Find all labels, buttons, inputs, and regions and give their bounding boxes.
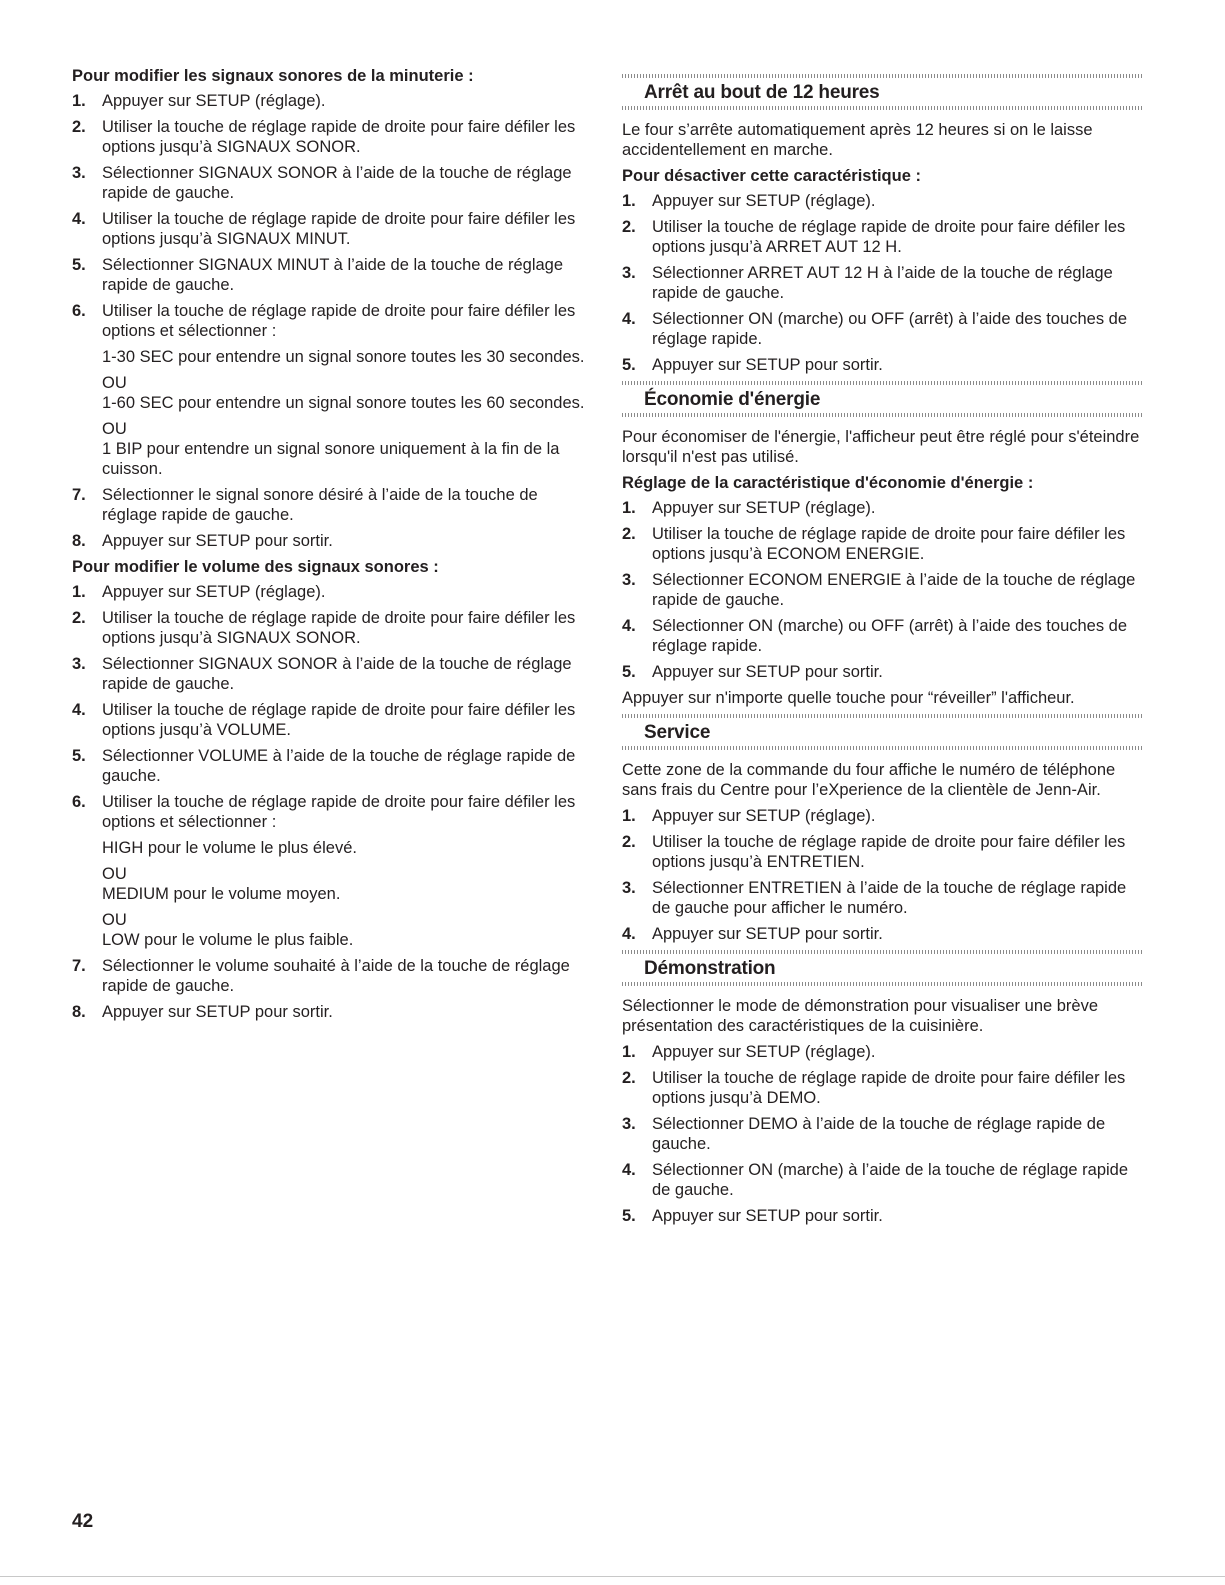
list-item <box>622 924 1144 944</box>
section-header <box>622 381 1144 417</box>
list-item <box>72 582 592 602</box>
list-item <box>622 878 1144 918</box>
step-text: Appuyer sur SETUP (réglage). <box>652 499 876 517</box>
step-text: Sélectionner ON (marche) à l’aide de la touche de réglage rapide de gauche. <box>652 1161 1129 1199</box>
list-item <box>622 662 1144 682</box>
step-text: Appuyer sur SETUP pour sortir. <box>652 1207 883 1225</box>
section-divider <box>622 74 1144 78</box>
option-text: MEDIUM pour le volume moyen. <box>102 885 341 903</box>
list-item <box>72 746 592 786</box>
step-text: Appuyer sur SETUP (réglage). <box>652 1043 876 1061</box>
step-number: 3. <box>72 655 86 673</box>
step-text: Utiliser la touche de réglage rapide de droite pour faire défiler les options et sélectionner : <box>102 793 576 831</box>
step-text: Sélectionner DEMO à l’aide de la touche de réglage rapide de gauche. <box>652 1115 1106 1153</box>
step-text: Utiliser la touche de réglage rapide de droite pour faire défiler les options jusqu’à ARRET AUT 12 H. <box>652 218 1126 256</box>
step-number: 4. <box>72 701 86 719</box>
step-number: 5. <box>622 356 636 374</box>
list-item <box>622 191 1144 211</box>
list-item <box>622 1068 1144 1108</box>
list-item <box>72 956 592 996</box>
step-number: 4. <box>72 210 86 228</box>
list-item <box>72 91 592 111</box>
list-item <box>622 263 1144 303</box>
section-intro: Pour économiser de l'énergie, l'afficheur peut être réglé pour s'éteindre lorsqu'il n'est pas utilisé. <box>622 428 1140 466</box>
list-item <box>622 309 1144 349</box>
step-text: Sélectionner ON (marche) ou OFF (arrêt) à l’aide des touches de réglage rapide. <box>652 617 1128 655</box>
step-number: 4. <box>622 617 636 635</box>
step-text: Utiliser la touche de réglage rapide de droite pour faire défiler les options jusqu’à ECONOM ENERGIE. <box>652 525 1126 563</box>
list-item <box>622 217 1144 257</box>
step-number: 2. <box>622 833 636 851</box>
list-item <box>72 608 592 648</box>
step-text: Sélectionner SIGNAUX SONOR à l’aide de la touche de réglage rapide de gauche. <box>102 655 572 693</box>
step-text: Sélectionner SIGNAUX SONOR à l’aide de la touche de réglage rapide de gauche. <box>102 164 572 202</box>
option-or: OU <box>102 374 127 392</box>
step-text: Appuyer sur SETUP pour sortir. <box>102 532 333 550</box>
step-text: Sélectionner ECONOM ENERGIE à l’aide de la touche de réglage rapide de gauche. <box>652 571 1136 609</box>
step-number: 4. <box>622 925 636 943</box>
section-intro: Sélectionner le mode de démonstration pour visualiser une brève présentation des caractéristiques de la cuisinière. <box>622 997 1099 1035</box>
step-text: Appuyer sur SETUP (réglage). <box>652 192 876 210</box>
option-or: OU <box>102 911 127 929</box>
step-number: 1. <box>72 92 86 110</box>
timer-tones-steps <box>72 91 592 551</box>
demo-section <box>622 950 1144 1226</box>
step-number: 1. <box>622 192 636 210</box>
section-divider <box>622 413 1144 417</box>
list-item <box>622 498 1144 518</box>
section-divider <box>622 381 1144 385</box>
left-column <box>72 64 592 1028</box>
step-number: 3. <box>622 264 636 282</box>
step-number: 1. <box>622 499 636 517</box>
list-item <box>72 163 592 203</box>
demo-steps <box>622 1042 1144 1226</box>
list-item <box>622 524 1144 564</box>
list-item <box>622 1042 1144 1062</box>
list-item <box>622 1114 1144 1154</box>
service-steps <box>622 806 1144 944</box>
step-text: Utiliser la touche de réglage rapide de droite pour faire défiler les options jusqu’à SIGNAUX MINUT. <box>102 210 576 248</box>
energy-section <box>622 381 1144 708</box>
timer-tones-heading: Pour modifier les signaux sonores de la minuterie : <box>72 67 474 85</box>
section-header <box>622 714 1144 750</box>
section-divider <box>622 982 1144 986</box>
step-number: 5. <box>622 663 636 681</box>
section-intro: Cette zone de la commande du four affiche le numéro de téléphone sans frais du Centre pour l’eXperience de la clientèle de Jenn-Air. <box>622 761 1116 799</box>
option-text: 1 BIP pour entendre un signal sonore uniquement à la fin de la cuisson. <box>102 440 560 478</box>
step-text: Utiliser la touche de réglage rapide de droite pour faire défiler les options jusqu’à DEMO. <box>652 1069 1126 1107</box>
step-number: 6. <box>72 793 86 811</box>
step-text: Utiliser la touche de réglage rapide de droite pour faire défiler les options jusqu’à SIGNAUX SONOR. <box>102 609 576 647</box>
step-text: Appuyer sur SETUP (réglage). <box>102 583 326 601</box>
step-text: Utiliser la touche de réglage rapide de droite pour faire défiler les options jusqu’à VOLUME. <box>102 701 576 739</box>
section-intro: Le four s’arrête automatiquement après 12 heures si on le laisse accidentellement en marche. <box>622 121 1093 159</box>
option-text: HIGH pour le volume le plus élevé. <box>102 839 357 857</box>
option-text: 1-30 SEC pour entendre un signal sonore toutes les 30 secondes. <box>102 348 585 366</box>
page-number: 42 <box>72 1511 94 1532</box>
section-divider <box>622 950 1144 954</box>
page-bottom-rule <box>0 1576 1225 1577</box>
step-text: Sélectionner le signal sonore désiré à l’aide de la touche de réglage rapide de gauche. <box>102 486 538 524</box>
step-number: 3. <box>72 164 86 182</box>
step-text: Appuyer sur SETUP (réglage). <box>652 807 876 825</box>
volume-heading: Pour modifier le volume des signaux sonores : <box>72 558 439 576</box>
section-title: Service <box>644 722 711 743</box>
section-divider <box>622 746 1144 750</box>
section-header <box>622 74 1144 110</box>
shutoff-steps <box>622 191 1144 375</box>
list-item <box>622 616 1144 656</box>
list-item <box>72 531 592 551</box>
list-item <box>72 1002 592 1022</box>
step-text: Appuyer sur SETUP pour sortir. <box>652 925 883 943</box>
list-item <box>622 1160 1144 1200</box>
step-number: 4. <box>622 1161 636 1179</box>
list-item <box>72 654 592 694</box>
list-item <box>72 301 592 479</box>
step-number: 7. <box>72 957 86 975</box>
section-header <box>622 950 1144 986</box>
list-item <box>72 792 592 950</box>
step-number: 7. <box>72 486 86 504</box>
step-number: 5. <box>72 256 86 274</box>
step-number: 5. <box>622 1207 636 1225</box>
section-divider <box>622 106 1144 110</box>
step-text: Sélectionner ENTRETIEN à l’aide de la touche de réglage rapide de gauche pour afficher le numéro. <box>652 879 1127 917</box>
step-text: Utiliser la touche de réglage rapide de droite pour faire défiler les options et sélectionner : <box>102 302 576 340</box>
section-title: Démonstration <box>644 958 776 979</box>
step-text: Sélectionner ON (marche) ou OFF (arrêt) à l’aide des touches de réglage rapide. <box>652 310 1128 348</box>
option-or: OU <box>102 865 127 883</box>
list-item <box>622 570 1144 610</box>
step-number: 1. <box>622 1043 636 1061</box>
option-text: LOW pour le volume le plus faible. <box>102 931 354 949</box>
step-text: Appuyer sur SETUP pour sortir. <box>102 1003 333 1021</box>
step-text: Sélectionner ARRET AUT 12 H à l’aide de la touche de réglage rapide de gauche. <box>652 264 1113 302</box>
step-number: 2. <box>622 218 636 236</box>
list-item <box>622 355 1144 375</box>
section-divider <box>622 714 1144 718</box>
option-or: OU <box>102 420 127 438</box>
energy-steps <box>622 498 1144 682</box>
list-item <box>72 700 592 740</box>
step-text: Appuyer sur SETUP pour sortir. <box>652 356 883 374</box>
step-number: 4. <box>622 310 636 328</box>
list-item <box>72 117 592 157</box>
step-number: 6. <box>72 302 86 320</box>
step-number: 2. <box>72 118 86 136</box>
volume-steps <box>72 582 592 1022</box>
step-text: Sélectionner VOLUME à l’aide de la touche de réglage rapide de gauche. <box>102 747 576 785</box>
list-item <box>72 255 592 295</box>
option-text: 1-60 SEC pour entendre un signal sonore toutes les 60 secondes. <box>102 394 585 412</box>
step-number: 3. <box>622 571 636 589</box>
service-section <box>622 714 1144 944</box>
section-subheading: Pour désactiver cette caractéristique : <box>622 167 921 185</box>
list-item <box>622 832 1144 872</box>
step-text: Sélectionner SIGNAUX MINUT à l’aide de la touche de réglage rapide de gauche. <box>102 256 564 294</box>
step-number: 3. <box>622 1115 636 1133</box>
step-number: 1. <box>622 807 636 825</box>
step-text: Utiliser la touche de réglage rapide de droite pour faire défiler les options jusqu’à SIGNAUX SONOR. <box>102 118 576 156</box>
list-item <box>72 485 592 525</box>
step-number: 8. <box>72 1003 86 1021</box>
section-title: Arrêt au bout de 12 heures <box>644 82 880 103</box>
step-number: 8. <box>72 532 86 550</box>
list-item <box>622 1206 1144 1226</box>
step-number: 3. <box>622 879 636 897</box>
section-outro: Appuyer sur n'importe quelle touche pour “réveiller” l'afficheur. <box>622 689 1075 707</box>
list-item <box>72 209 592 249</box>
step-text: Utiliser la touche de réglage rapide de droite pour faire défiler les options jusqu’à ENTRETIEN. <box>652 833 1126 871</box>
step-text: Appuyer sur SETUP (réglage). <box>102 92 326 110</box>
step-number: 5. <box>72 747 86 765</box>
step-number: 1. <box>72 583 86 601</box>
step-text: Sélectionner le volume souhaité à l’aide de la touche de réglage rapide de gauche. <box>102 957 570 995</box>
section-subheading: Réglage de la caractéristique d'économie d'énergie : <box>622 474 1034 492</box>
section-title: Économie d'énergie <box>644 389 821 410</box>
list-item <box>622 806 1144 826</box>
right-column <box>622 72 1144 1232</box>
shutoff-section <box>622 74 1144 375</box>
step-number: 2. <box>622 525 636 543</box>
step-number: 2. <box>72 609 86 627</box>
step-number: 2. <box>622 1069 636 1087</box>
step-text: Appuyer sur SETUP pour sortir. <box>652 663 883 681</box>
